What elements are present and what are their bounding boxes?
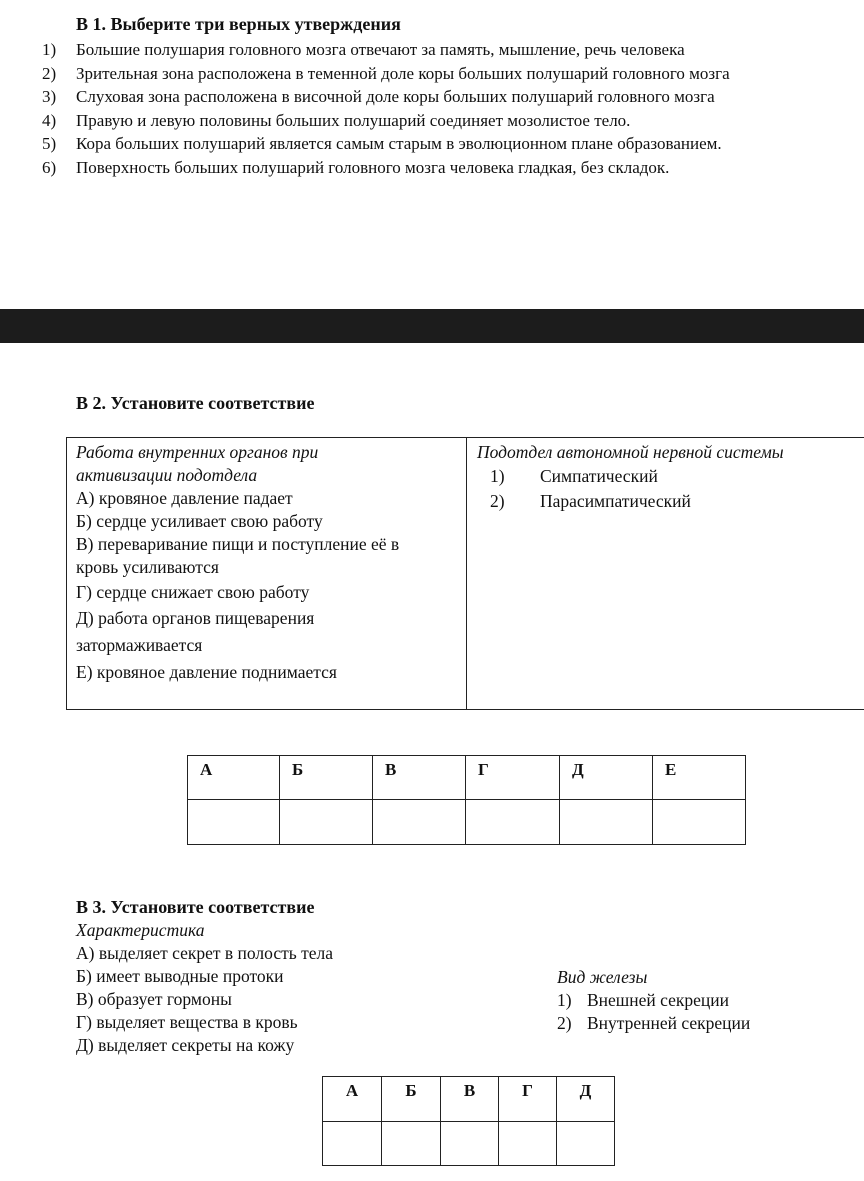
b2-item-b: Б) сердце усиливает свою работу [76, 511, 323, 531]
answer-input-row [323, 1122, 615, 1166]
b1-statement-1 [42, 38, 862, 62]
statement-text: Поверхность больших полушарий головного мозга человека гладкая, без складок. [76, 157, 670, 177]
answer-input-cell[interactable] [188, 800, 280, 845]
b2-title: В 2. Установите соответствие [76, 393, 315, 413]
answer-header-row [188, 756, 746, 800]
b2-right-column [467, 438, 864, 712]
answer-input-row [188, 800, 746, 845]
b1-statement-6 [42, 156, 862, 180]
b1-statement-5 [42, 132, 862, 156]
statement-number: 5) [42, 134, 57, 153]
statement-text: Правую и левую половины больших полушарий соединяет мозолистое тело. [76, 110, 631, 130]
b2-answer-table [187, 755, 746, 845]
answer-header-cell: Д [557, 1077, 615, 1122]
statement-number: 1) [42, 40, 57, 59]
answer-header-cell: Г [466, 756, 560, 800]
answer-input-cell[interactable] [653, 800, 746, 845]
b2-left-header-line-1: Работа внутренних органов при [76, 442, 319, 462]
statement-number: 2) [42, 63, 57, 83]
answer-header-cell: Б [382, 1077, 441, 1122]
option-number: 2) [490, 491, 505, 511]
b3-right-header: Вид железы [557, 967, 648, 987]
answer-input-cell[interactable] [382, 1122, 441, 1166]
b1-statement-2 [42, 62, 862, 86]
b2-item-d: Д) работа органов пищеварения [76, 608, 315, 628]
b3-title: В 3. Установите соответствие [76, 897, 315, 917]
b1-statement-list [42, 38, 862, 179]
statement-number: 3) [42, 87, 57, 106]
b3-left-column [76, 919, 333, 1057]
answer-header-cell: Б [280, 756, 373, 800]
b3-item-g: Г) выделяет вещества в кровь [76, 1012, 298, 1032]
answer-input-cell[interactable] [323, 1122, 382, 1166]
black-separator-band [0, 309, 864, 343]
b3-option-2 [557, 1012, 750, 1035]
b3-option-1 [557, 989, 750, 1012]
answer-input-cell[interactable] [499, 1122, 557, 1166]
b3-item-a: А) выделяет секрет в полость тела [76, 943, 334, 963]
answer-header-cell: Е [653, 756, 746, 800]
b1-statement-3 [42, 85, 862, 109]
statement-text: Зрительная зона расположена в теменной доле коры больших полушарий головного мозга [76, 63, 730, 83]
b1-statement-4 [42, 109, 862, 133]
b2-item-v: В) переваривание пищи и поступление её в [76, 534, 400, 554]
b3-answer-table [322, 1076, 615, 1166]
b2-left-header-line-2: активизации подотдела [76, 465, 258, 485]
statement-text: Кора больших полушарий является самым старым в эволюционном плане образованием. [76, 134, 722, 153]
answer-header-cell: А [188, 756, 280, 800]
b2-option-1 [477, 465, 864, 488]
option-text: Внутренней секреции [587, 1013, 751, 1033]
option-text: Парасимпатический [540, 491, 691, 511]
b3-right-column [557, 966, 750, 1035]
statement-text: Большие полушария головного мозга отвечают за память, мышление, речь человека [76, 40, 685, 59]
b2-option-2 [477, 490, 864, 513]
answer-input-cell[interactable] [280, 800, 373, 845]
option-number: 1) [490, 466, 505, 486]
answer-header-row [323, 1077, 615, 1122]
b2-item-d-cont: затормаживается [76, 635, 203, 655]
b1-title: В 1. Выберите три верных утверждения [76, 14, 401, 34]
option-text: Симпатический [540, 466, 658, 486]
answer-input-cell[interactable] [557, 1122, 615, 1166]
b2-item-a: А) кровяное давление падает [76, 488, 293, 508]
statement-number: 6) [42, 157, 57, 177]
option-text: Внешней секреции [587, 990, 730, 1010]
answer-input-cell[interactable] [466, 800, 560, 845]
b3-left-header: Характеристика [76, 920, 205, 940]
answer-header-cell: А [323, 1077, 382, 1122]
answer-header-cell: В [373, 756, 466, 800]
option-number: 2) [557, 1013, 572, 1033]
b2-matching-table [66, 437, 864, 710]
b2-left-column [67, 438, 467, 709]
b2-item-g: Г) сердце снижает свою работу [76, 582, 310, 602]
answer-header-cell: Д [560, 756, 653, 800]
b3-item-b: Б) имеет выводные протоки [76, 966, 284, 986]
answer-input-cell[interactable] [441, 1122, 499, 1166]
b2-item-v-cont: кровь усиливаются [76, 557, 219, 577]
answer-input-cell[interactable] [373, 800, 466, 845]
answer-header-cell: Г [499, 1077, 557, 1122]
b2-item-e: Е) кровяное давление поднимается [76, 662, 337, 682]
b2-right-header: Подотдел автономной нервной системы [477, 442, 784, 462]
b3-item-d: Д) выделяет секреты на кожу [76, 1035, 295, 1055]
answer-input-cell[interactable] [560, 800, 653, 845]
statement-text: Слуховая зона расположена в височной доле коры больших полушарий головного мозга [76, 87, 715, 106]
b3-item-v: В) образует гормоны [76, 989, 232, 1009]
option-number: 1) [557, 990, 572, 1010]
statement-number: 4) [42, 110, 57, 130]
answer-header-cell: В [441, 1077, 499, 1122]
